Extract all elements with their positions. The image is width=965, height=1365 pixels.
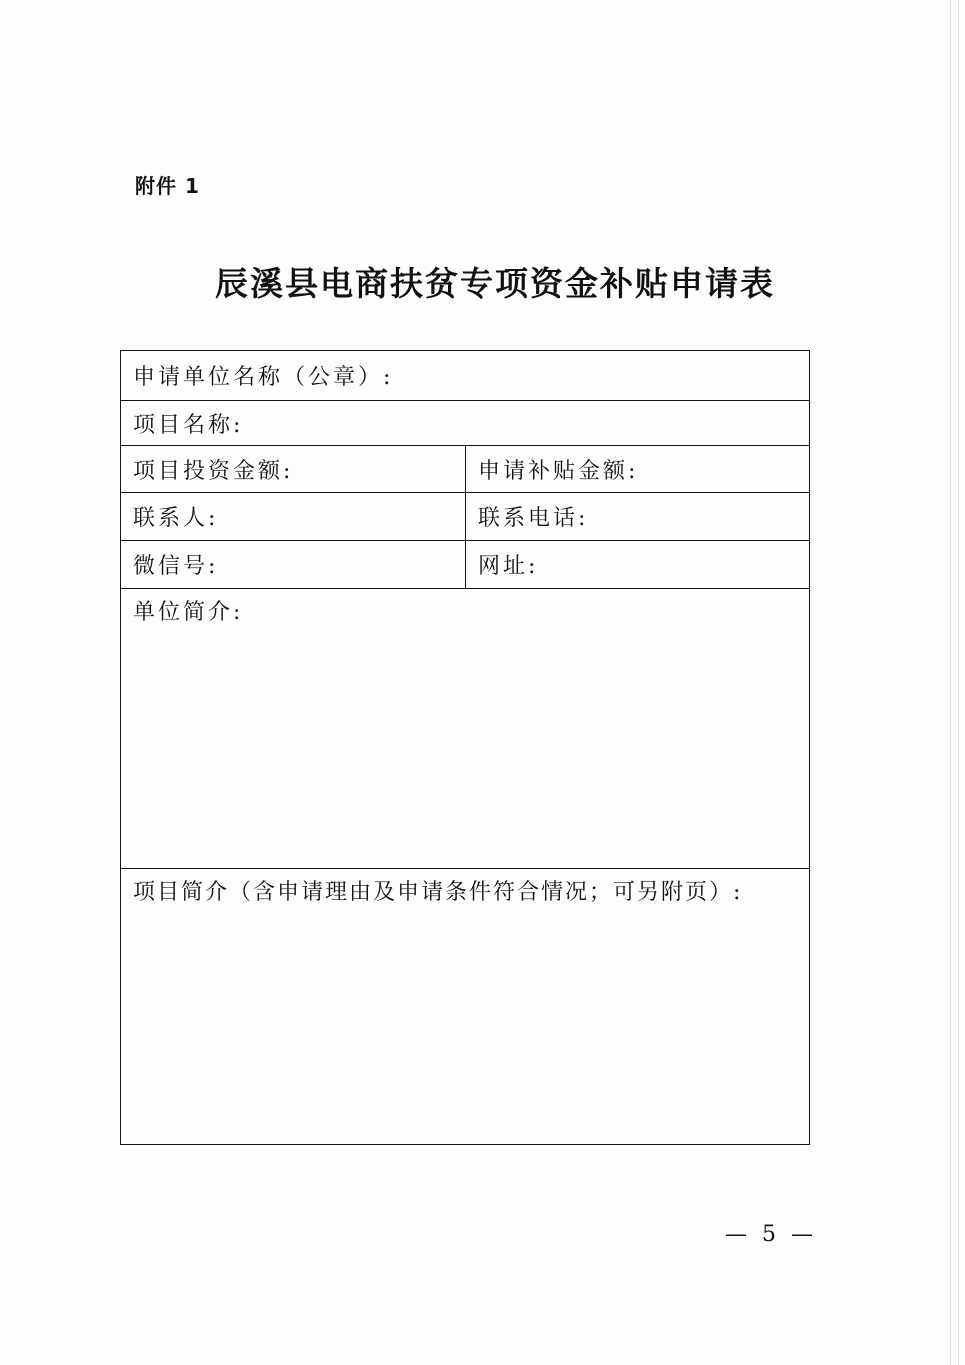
- unit-intro-label: 单位简介:: [133, 600, 244, 625]
- unit-intro-cell: [121, 589, 809, 868]
- applicant-unit-cell: [121, 351, 809, 400]
- contact-phone-label: 联系电话:: [478, 506, 589, 531]
- applicant-unit-label: 申请单位名称（公章）:: [133, 365, 394, 390]
- row-project-intro: [121, 869, 809, 1143]
- page-number: — 5 —: [725, 1222, 817, 1247]
- subsidy-amount-cell: [466, 446, 811, 492]
- subsidy-amount-label: 申请补贴金额:: [478, 458, 639, 484]
- row-project-name: [121, 401, 809, 446]
- investment-amount-cell: [121, 446, 466, 492]
- row-amounts: [121, 446, 809, 493]
- row-contact: [121, 493, 809, 541]
- investment-amount-label: 项目投资金额:: [133, 458, 294, 484]
- project-intro-cell: [121, 869, 809, 1143]
- wechat-label: 微信号:: [133, 554, 219, 579]
- website-cell: [466, 541, 811, 588]
- wechat-cell: [121, 541, 466, 588]
- website-label: 网址:: [478, 554, 539, 579]
- project-name-cell: [121, 401, 809, 445]
- contact-person-label: 联系人:: [133, 506, 219, 531]
- row-unit-intro: [121, 589, 809, 869]
- contact-person-cell: [121, 493, 466, 540]
- project-name-label: 项目名称:: [133, 412, 244, 438]
- row-online: [121, 541, 809, 589]
- scan-edge-line: [950, 0, 951, 1365]
- application-form-table: [120, 350, 810, 1145]
- contact-phone-cell: [466, 493, 811, 540]
- project-intro-label: 项目简介（含申请理由及申请条件符合情况；可另附页）:: [133, 880, 743, 905]
- scan-edge-line: [958, 0, 959, 1365]
- row-applicant-unit: [121, 351, 809, 401]
- attachment-label: 附件 1: [135, 174, 200, 198]
- document-title: 辰溪县电商扶贫专项资金补贴申请表: [215, 264, 775, 303]
